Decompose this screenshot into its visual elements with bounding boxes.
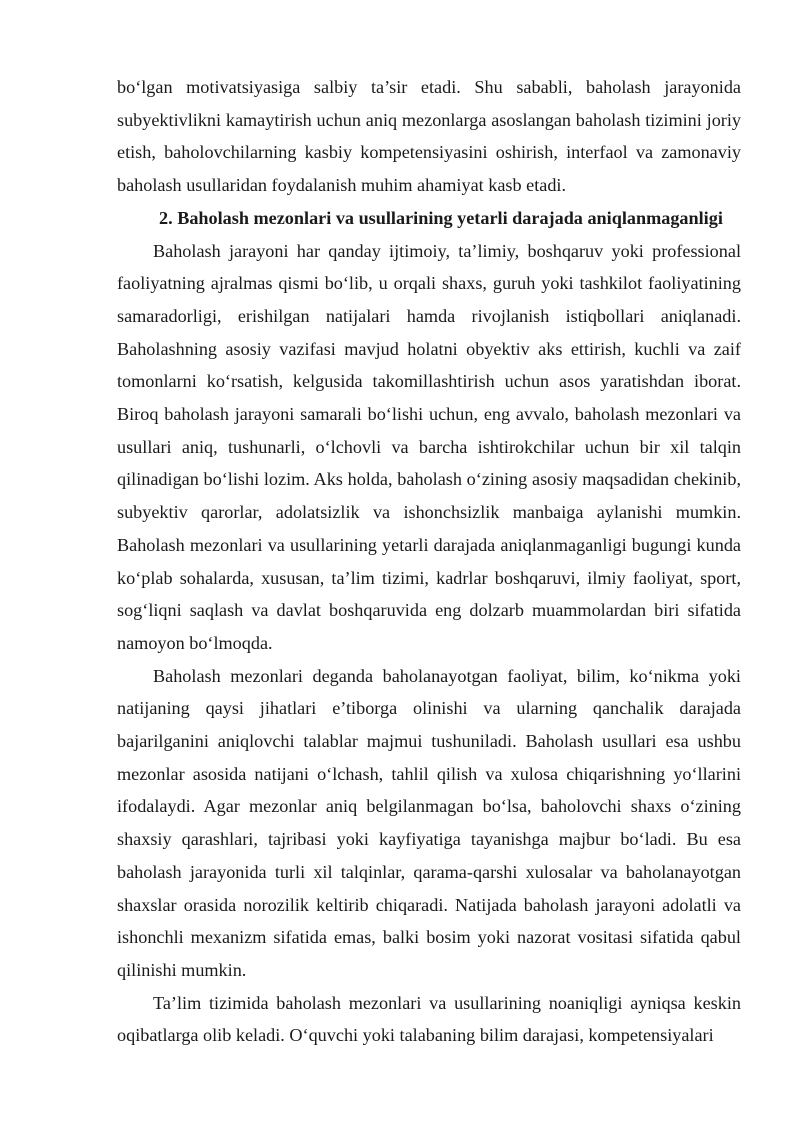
document-body (117, 71, 741, 1052)
paragraph-body-2: Baholash mezonlari deganda baholanayotgan faoliyat, bilim, ko‘nikma yoki natijaning qaysi jihatlari e’tiborga olinishi va ularning qanchalik darajada bajarilganini aniqlovchi talablar majmui tushuniladi. Baholash usullari esa ushbu mezonlar asosida natijani o‘lchash, tahlil qilish va xulosa chiqarishning yo‘llarini ifodalaydi. Agar mezonlar aniq belgilanmagan bo‘lsa, baholovchi shaxs o‘zining shaxsiy qarashlari, tajribasi yoki kayfiyatiga tayanishga majbur bo‘ladi. Bu esa baholash jarayonida turli xil talqinlar, qarama-qarshi xulosalar va baholanayotgan shaxslar orasida norozilik keltirib chiqaradi. Natijada baholash jarayoni adolatli va ishonchli mexanizm sifatida emas, balki bosim yoki nazorat vositasi sifatida qabul qilinishi mumkin. (117, 665, 741, 980)
paragraph-body-3: Ta’lim tizimida baholash mezonlari va usullarining noaniqligi ayniqsa keskin oqibatlarga olib keladi. O‘quvchi yoki talabaning bilim darajasi, kompetensiyalari (117, 992, 741, 1046)
paragraph-intro: bo‘lgan motivatsiyasiga salbiy ta’sir etadi. Shu sababli, baholash jarayonida subyektivlikni kamaytirish uchun aniq mezonlarga asoslangan baholash tizimini joriy etish, baholovchilarning kasbiy kompetensiyasini oshirish, interfaol va zamonaviy baholash usullaridan foydalanish muhim ahamiyat kasb etadi. (117, 77, 741, 196)
section-heading: 2. Baholash mezonlari va usullarining yetarli darajada aniqlanmaganligi (159, 207, 723, 228)
paragraph-body-1: Baholash jarayoni har qanday ijtimoiy, ta’limiy, boshqaruv yoki professional faoliyatning ajralmas qismi bo‘lib, u orqali shaxs, guruh yoki tashkilot faoliyatining samaradorligi, erishilgan natijalari hamda rivojlanish istiqbollari aniqlanadi. Baholashning asosiy vazifasi mavjud holatni obyektiv aks ettirish, kuchli va zaif tomonlarni ko‘rsatish, kelgusida takomillashtirish uchun asos yaratishdan iborat. Biroq baholash jarayoni samarali bo‘lishi uchun, eng avvalo, baholash mezonlari va usullari aniq, tushunarli, o‘lchovli va barcha ishtirokchilar uchun bir xil talqin qilinadigan bo‘lishi lozim. Aks holda, baholash o‘zining asosiy maqsadidan chekinib, subyektiv qarorlar, adolatsizlik va ishonchsizlik manbaiga aylanishi mumkin. Baholash mezonlari va usullarining yetarli darajada aniqlanmaganligi bugungi kunda ko‘plab sohalarda, xususan, ta’lim tizimi, kadrlar boshqaruvi, ilmiy faoliyat, sport, sog‘liqni saqlash va davlat boshqaruvida eng dolzarb muammolardan biri sifatida namoyon bo‘lmoqda. (117, 240, 741, 653)
